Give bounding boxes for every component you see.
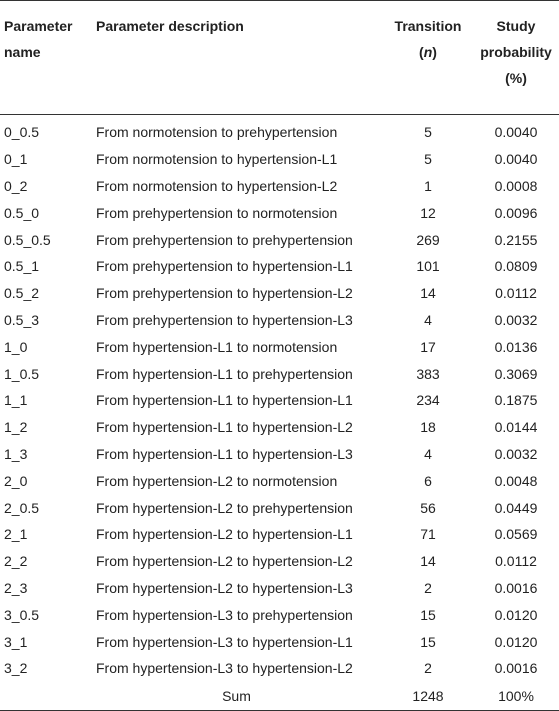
header-parameter-description — [90, 1, 383, 115]
cell-parameter-name: 2_0 — [4, 472, 28, 489]
cell-parameter-description: From hypertension-L1 to hypertension-L2 — [96, 419, 353, 436]
cell-parameter-name: 2_0.5 — [4, 499, 40, 516]
cell-parameter-name: 0.5_1 — [4, 258, 40, 275]
cell-study-probability: 0.0136 — [494, 338, 538, 355]
header-study-probability — [473, 1, 559, 115]
header-transition-n: n — [423, 44, 433, 60]
header-transition-close-paren: ) — [432, 44, 437, 60]
cell-study-probability: 0.0048 — [494, 472, 538, 489]
table-row — [0, 226, 559, 253]
cell-study-probability: 0.2155 — [494, 231, 538, 248]
cell-parameter-name: 0_1 — [4, 151, 28, 168]
cell-transition-count: 383 — [416, 365, 440, 382]
cell-parameter-name: 1_3 — [4, 445, 28, 462]
cell-transition-count: 18 — [420, 419, 436, 436]
header-row — [0, 1, 559, 115]
sum-transition-total: 1248 — [383, 682, 473, 711]
cell-study-probability: 0.0449 — [494, 499, 538, 516]
cell-parameter-description: From hypertension-L3 to hypertension-L2 — [96, 660, 353, 677]
cell-parameter-description: From hypertension-L2 to hypertension-L3 — [96, 579, 353, 596]
sum-empty-cell — [0, 682, 90, 711]
cell-transition-count: 5 — [424, 151, 432, 168]
cell-parameter-description: From normotension to hypertension-L2 — [96, 177, 338, 194]
table-row — [0, 146, 559, 173]
cell-study-probability: 0.0809 — [494, 258, 538, 275]
header-probability-line2: probability — [480, 44, 552, 60]
cell-transition-count: 56 — [420, 499, 436, 516]
table-row — [0, 253, 559, 280]
cell-parameter-name: 0_0.5 — [4, 124, 40, 141]
table-row — [0, 199, 559, 226]
cell-transition-count: 14 — [420, 553, 436, 570]
cell-parameter-name: 3_1 — [4, 633, 28, 650]
cell-transition-count: 5 — [424, 124, 432, 141]
table-row — [0, 601, 559, 628]
header-transition-line1: Transition — [394, 18, 462, 34]
cell-study-probability: 0.0096 — [494, 204, 538, 221]
cell-study-probability: 0.0120 — [494, 606, 538, 623]
cell-transition-count: 4 — [424, 311, 432, 328]
table-row — [0, 521, 559, 548]
cell-parameter-description: From hypertension-L2 to hypertension-L2 — [96, 553, 353, 570]
cell-parameter-name: 1_0.5 — [4, 365, 40, 382]
cell-parameter-description: From normotension to hypertension-L1 — [96, 151, 338, 168]
cell-parameter-name: 0.5_0.5 — [4, 231, 51, 248]
sum-probability-total: 100% — [473, 682, 559, 711]
cell-study-probability: 0.0120 — [494, 633, 538, 650]
cell-parameter-name: 1_1 — [4, 392, 28, 409]
header-name-line1: Parameter — [4, 18, 73, 34]
cell-transition-count: 71 — [420, 526, 436, 543]
cell-transition-count: 6 — [424, 472, 432, 489]
cell-study-probability: 0.0112 — [495, 553, 537, 570]
header-name-line2: name — [4, 44, 41, 60]
cell-transition-count: 101 — [416, 258, 440, 275]
sum-row — [0, 682, 559, 711]
cell-study-probability: 0.0016 — [494, 579, 538, 596]
cell-parameter-name: 1_0 — [4, 338, 28, 355]
cell-study-probability: 0.3069 — [494, 365, 538, 382]
cell-study-probability: 0.1875 — [494, 392, 538, 409]
table-row — [0, 548, 559, 575]
cell-parameter-name: 0_2 — [4, 177, 28, 194]
table-row — [0, 333, 559, 360]
cell-study-probability: 0.0008 — [494, 177, 538, 194]
header-parameter-name — [0, 1, 90, 115]
cell-transition-count: 1 — [424, 177, 432, 194]
table-row — [0, 628, 559, 655]
cell-parameter-name: 1_2 — [4, 419, 28, 436]
cell-parameter-description: From hypertension-L1 to hypertension-L3 — [96, 445, 353, 462]
table-row — [0, 494, 559, 521]
header-transition — [383, 1, 473, 115]
cell-transition-count: 234 — [416, 392, 440, 409]
header-description-text: Parameter description — [96, 18, 244, 34]
cell-transition-count: 2 — [424, 660, 432, 677]
cell-transition-count: 15 — [420, 633, 436, 650]
cell-parameter-description: From prehypertension to hypertension-L3 — [96, 311, 353, 328]
cell-transition-count: 15 — [420, 606, 436, 623]
cell-parameter-name: 3_0.5 — [4, 606, 40, 623]
cell-parameter-name: 2_1 — [4, 526, 28, 543]
cell-parameter-description: From hypertension-L3 to prehypertension — [96, 606, 353, 623]
cell-parameter-description: From hypertension-L2 to normotension — [96, 472, 338, 489]
cell-study-probability: 0.0032 — [494, 311, 538, 328]
cell-parameter-description: From hypertension-L1 to normotension — [96, 338, 338, 355]
cell-parameter-description: From prehypertension to normotension — [96, 204, 338, 221]
cell-parameter-description: From prehypertension to hypertension-L1 — [96, 258, 353, 275]
cell-parameter-name: 0.5_2 — [4, 285, 40, 302]
cell-parameter-description: From hypertension-L1 to hypertension-L1 — [96, 392, 353, 409]
header-probability-line3: (%) — [505, 70, 527, 86]
cell-study-probability: 0.0144 — [494, 419, 538, 436]
cell-study-probability: 0.0112 — [495, 285, 537, 302]
cell-transition-count: 12 — [420, 204, 436, 221]
table-header — [0, 1, 559, 115]
cell-parameter-description: From hypertension-L3 to hypertension-L1 — [96, 633, 353, 650]
table-row — [0, 280, 559, 307]
cell-study-probability: 0.0016 — [494, 660, 538, 677]
header-probability-line1: Study — [496, 18, 536, 34]
table-row — [0, 307, 559, 334]
cell-parameter-name: 2_2 — [4, 553, 28, 570]
cell-transition-count: 17 — [420, 338, 436, 355]
cell-parameter-description: From prehypertension to hypertension-L2 — [96, 285, 353, 302]
cell-study-probability: 0.0032 — [494, 445, 538, 462]
cell-transition-count: 269 — [416, 231, 440, 248]
cell-parameter-description: From hypertension-L2 to prehypertension — [96, 499, 353, 516]
table-row — [0, 467, 559, 494]
table-row — [0, 655, 559, 682]
table-row — [0, 360, 559, 387]
table-row — [0, 414, 559, 441]
header-transition-open-paren: ( — [419, 44, 424, 60]
cell-parameter-name: 2_3 — [4, 579, 28, 596]
table-row — [0, 387, 559, 414]
cell-study-probability: 0.0569 — [494, 526, 538, 543]
cell-transition-count: 14 — [420, 285, 436, 302]
cell-transition-count: 2 — [424, 579, 432, 596]
table-row — [0, 575, 559, 602]
sum-label: Sum — [90, 682, 383, 711]
cell-parameter-name: 0.5_3 — [4, 311, 40, 328]
cell-parameter-description: From hypertension-L1 to prehypertension — [96, 365, 353, 382]
cell-parameter-name: 3_2 — [4, 660, 28, 677]
table-row — [0, 173, 559, 200]
table-row — [0, 441, 559, 468]
table-row — [0, 115, 559, 146]
cell-parameter-description: From hypertension-L2 to hypertension-L1 — [96, 526, 353, 543]
cell-parameter-name: 0.5_0 — [4, 204, 40, 221]
cell-study-probability: 0.0040 — [494, 124, 538, 141]
cell-parameter-description: From normotension to prehypertension — [96, 124, 338, 141]
cell-transition-count: 4 — [424, 445, 432, 462]
cell-study-probability: 0.0040 — [494, 151, 538, 168]
cell-parameter-description: From prehypertension to prehypertension — [96, 231, 353, 248]
table-body — [0, 115, 559, 711]
